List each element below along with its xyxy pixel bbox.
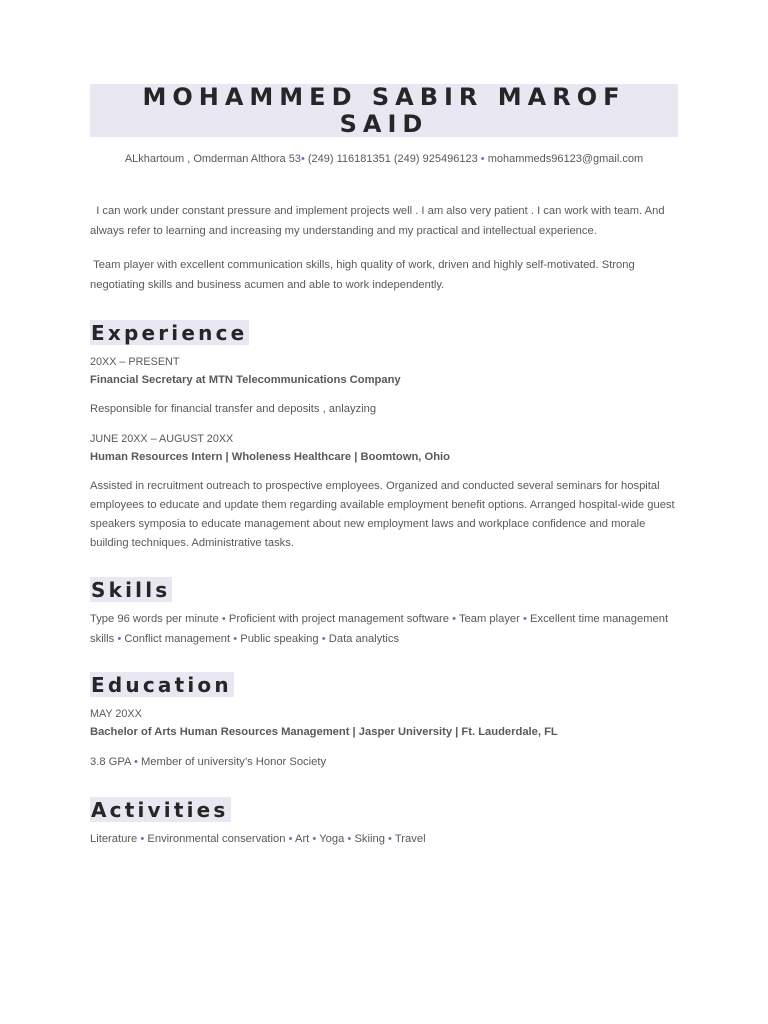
summary-text-2: Team player with excellent communication skills, high quality of work, driven and highly self-motivated. Strong negotiating skills and business acumen and able to work independently. <box>90 259 635 291</box>
education-date: MAY 20XX <box>90 708 142 720</box>
skills-list <box>90 609 678 649</box>
separator-bullet: • <box>384 833 395 845</box>
separator-bullet: • <box>137 833 148 845</box>
job-description: Responsible for financial transfer and deposits , anlayzing <box>90 403 377 415</box>
address: ALkhartoum , Omderman Althora 53 <box>124 153 301 165</box>
separator-bullet: • <box>519 613 531 625</box>
activity-item: Travel <box>394 833 426 845</box>
education-detail-item: Member of university’s Honor Society <box>140 756 327 768</box>
experience-heading: Experience <box>91 321 248 345</box>
skill-item: Type 96 words per minute <box>90 613 219 625</box>
education-heading: Education <box>91 673 232 697</box>
activity-item: Skiing <box>354 833 385 845</box>
skill-item: Proficient with project management software <box>228 613 449 625</box>
activity-item: Art <box>294 833 310 845</box>
job-date: 20XX – PRESENT <box>90 356 180 368</box>
skill-item: Team player <box>458 613 520 625</box>
separator-bullet: • <box>344 833 355 845</box>
job-description: Assisted in recruitment outreach to prospective employees. Organized and conducted several seminars for hospital employees to educate and update them regarding available employment benefit options. Arranged hospital-wide guest speakers symposia to educate management about new employment laws and workplace confidence and morale building techniques. Administrative tasks. <box>90 480 675 549</box>
skill-item: Excellent time management skills <box>90 613 669 645</box>
job-date: JUNE 20XX – AUGUST 20XX <box>90 433 234 445</box>
education-detail-item: 3.8 GPA <box>90 756 131 768</box>
separator-bullet: • <box>230 633 241 645</box>
name-line-1: MOHAMMED SABIR MAROF <box>142 83 626 111</box>
activities-heading: Activities <box>91 798 229 822</box>
contact-info <box>90 153 678 165</box>
skill-item: Data analytics <box>328 633 400 645</box>
separator-bullet: • <box>114 633 125 645</box>
job-title: Human Resources Intern | Wholeness Healthcare | Boomtown, Ohio <box>90 451 450 463</box>
activity-item: Yoga <box>319 833 345 845</box>
separator-bullet: • <box>480 153 485 165</box>
job-title: Financial Secretary at MTN Telecommunications Company <box>90 374 401 386</box>
separator-bullet: • <box>218 613 229 625</box>
name-banner <box>90 84 678 137</box>
activity-item: Literature <box>90 833 138 845</box>
job-entry <box>90 431 678 553</box>
resume-page <box>90 84 678 849</box>
separator-bullet: • <box>285 833 295 845</box>
activity-item: Environmental conservation <box>147 833 286 845</box>
summary-paragraph-2 <box>90 256 678 295</box>
separator-bullet: • <box>318 633 329 645</box>
summary-paragraph-1 <box>90 202 678 241</box>
degree-title: Bachelor of Arts Human Resources Management | Jasper University | Ft. Lauderdale, FL <box>90 726 558 738</box>
phone-numbers: (249) 116181351 (249) 925496123 <box>307 153 478 165</box>
name-line-2: SAID <box>339 110 429 138</box>
job-entry <box>90 354 678 419</box>
education-details <box>90 753 678 772</box>
summary-section <box>90 202 678 295</box>
separator-bullet: • <box>309 833 320 845</box>
separator-bullet: • <box>130 756 141 768</box>
summary-text-1: I can work under constant pressure and implement projects well . I am also very patient . I can work with team. And always refer to learning and increasing my understanding and my practical and intellectual experience. <box>90 205 665 237</box>
activities-list <box>90 830 678 849</box>
skill-item: Conflict management <box>124 633 231 645</box>
separator-bullet: • <box>449 613 459 625</box>
skills-heading: Skills <box>91 578 171 602</box>
skill-item: Public speaking <box>240 633 319 645</box>
separator-bullet: • <box>300 153 305 165</box>
email-link[interactable]: mohammeds96123@gmail.com <box>487 153 644 165</box>
